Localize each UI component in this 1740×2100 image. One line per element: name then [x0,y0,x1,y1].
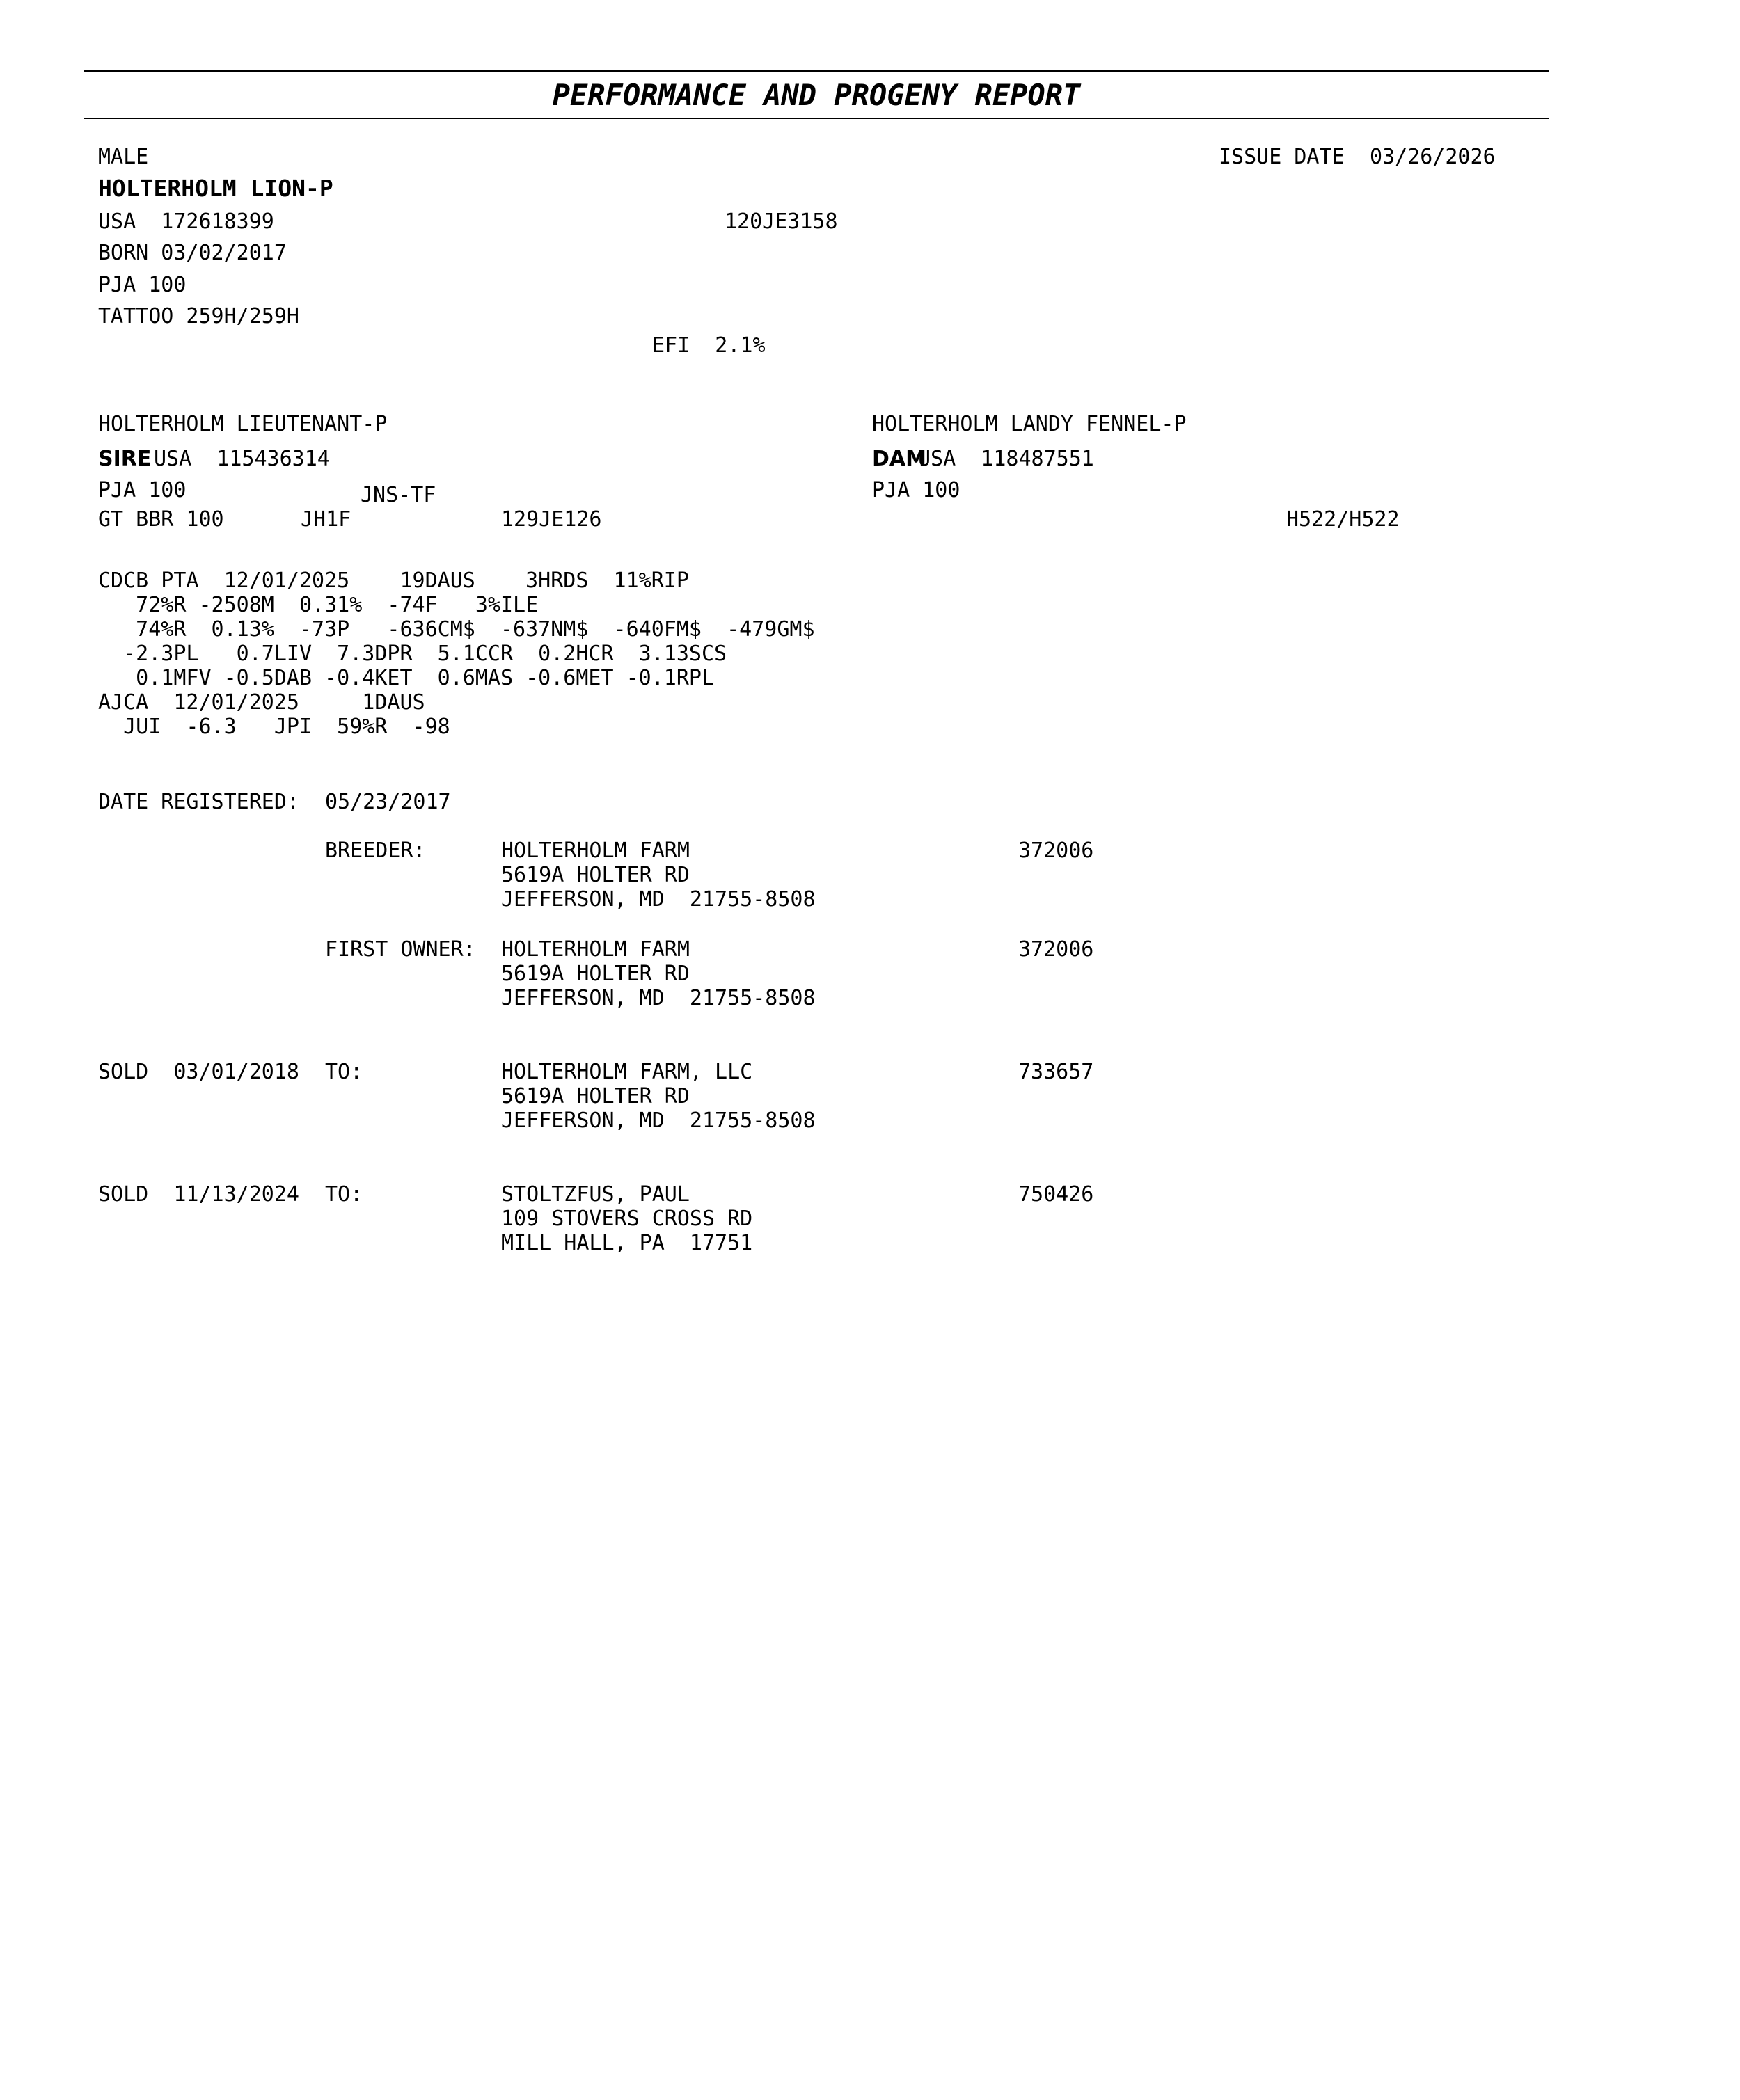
evaluation-line: 72%R -2508M 0.31% -74F 3%ILE [98,593,539,617]
sale-buyer-id: 750426 [1018,1182,1094,1207]
report-title: PERFORMANCE AND PROGENY REPORT [552,78,1081,112]
evaluation-line: -2.3PL 0.7LIV 7.3DPR 5.1CCR 0.2HCR 3.13SCS [98,642,727,666]
breeder-label: BREEDER: [325,838,426,863]
date-registered: 05/23/2017 [325,790,451,814]
sale-buyer-address: 109 STOVERS CROSS RD [501,1207,753,1231]
dam-label: DAM [872,447,926,471]
breeder-name: HOLTERHOLM FARM [501,838,690,863]
sale-buyer-city: JEFFERSON, MD 21755-8508 [501,1108,816,1133]
sire-gt-bbr: GT BBR 100 [98,507,224,532]
sale-date: SOLD 03/01/2018 [98,1060,299,1084]
first-owner-label: FIRST OWNER: [325,937,476,962]
sire-label: SIRE [98,447,152,471]
sale-to-label: TO: [325,1182,363,1207]
sire-naab-code: 129JE126 [501,507,602,532]
animal-name: HOLTERHOLM LION-P [98,175,333,202]
sale-buyer-address: 5619A HOLTER RD [501,1084,690,1108]
sale-to-label: TO: [325,1060,363,1084]
sire-haplotype: JNS-TF [361,483,436,507]
sale-buyer-id: 733657 [1018,1060,1094,1084]
evaluation-line: 74%R 0.13% -73P -636CM$ -637NM$ -640FM$ -479GM$ [98,617,815,642]
dam-name: HOLTERHOLM LANDY FENNEL-P [872,412,1187,436]
issue-date-label: ISSUE DATE [1219,145,1345,169]
sale-date: SOLD 11/13/2024 [98,1182,299,1207]
breeder-id: 372006 [1018,838,1094,863]
first-owner-address: 5619A HOLTER RD [501,962,690,986]
evaluation-line: CDCB PTA 12/01/2025 19DAUS 3HRDS 11%RIP [98,568,689,593]
animal-efi: EFI 2.1% [652,333,766,358]
animal-tattoo: TATTOO 259H/259H [98,304,299,328]
top-rule [84,70,1549,72]
sire-jh: JH1F [301,507,351,532]
sale-buyer-name: HOLTERHOLM FARM, LLC [501,1060,753,1084]
evaluation-line: 0.1MFV -0.5DAB -0.4KET 0.6MAS -0.6MET -0.1RPL [98,666,715,690]
evaluation-line: AJCA 12/01/2025 1DAUS [98,690,425,715]
breeder-address: 5619A HOLTER RD [501,863,690,887]
first-owner-city: JEFFERSON, MD 21755-8508 [501,986,816,1010]
date-registered-label: DATE REGISTERED: [98,790,299,814]
title-underline [84,118,1549,119]
sire-pja: PJA 100 [98,478,187,502]
animal-pja: PJA 100 [98,273,187,297]
sex: MALE [98,145,149,169]
dam-registration: USA 118487551 [918,447,1094,471]
evaluation-line: JUI -6.3 JPI 59%R -98 [98,715,450,739]
animal-naab-code: 120JE3158 [725,209,838,234]
sire-registration: USA 115436314 [154,447,330,471]
sale-buyer-name: STOLTZFUS, PAUL [501,1182,690,1207]
breeder-city: JEFFERSON, MD 21755-8508 [501,887,816,912]
first-owner-name: HOLTERHOLM FARM [501,937,690,962]
animal-born: BORN 03/02/2017 [98,241,287,265]
animal-registration: USA 172618399 [98,209,274,234]
sale-buyer-city: MILL HALL, PA 17751 [501,1231,753,1255]
first-owner-id: 372006 [1018,937,1094,962]
dam-pja: PJA 100 [872,478,960,502]
dam-tattoo: H522/H522 [1286,507,1400,532]
issue-date: 03/26/2026 [1370,145,1496,169]
sire-name: HOLTERHOLM LIEUTENANT-P [98,412,388,436]
